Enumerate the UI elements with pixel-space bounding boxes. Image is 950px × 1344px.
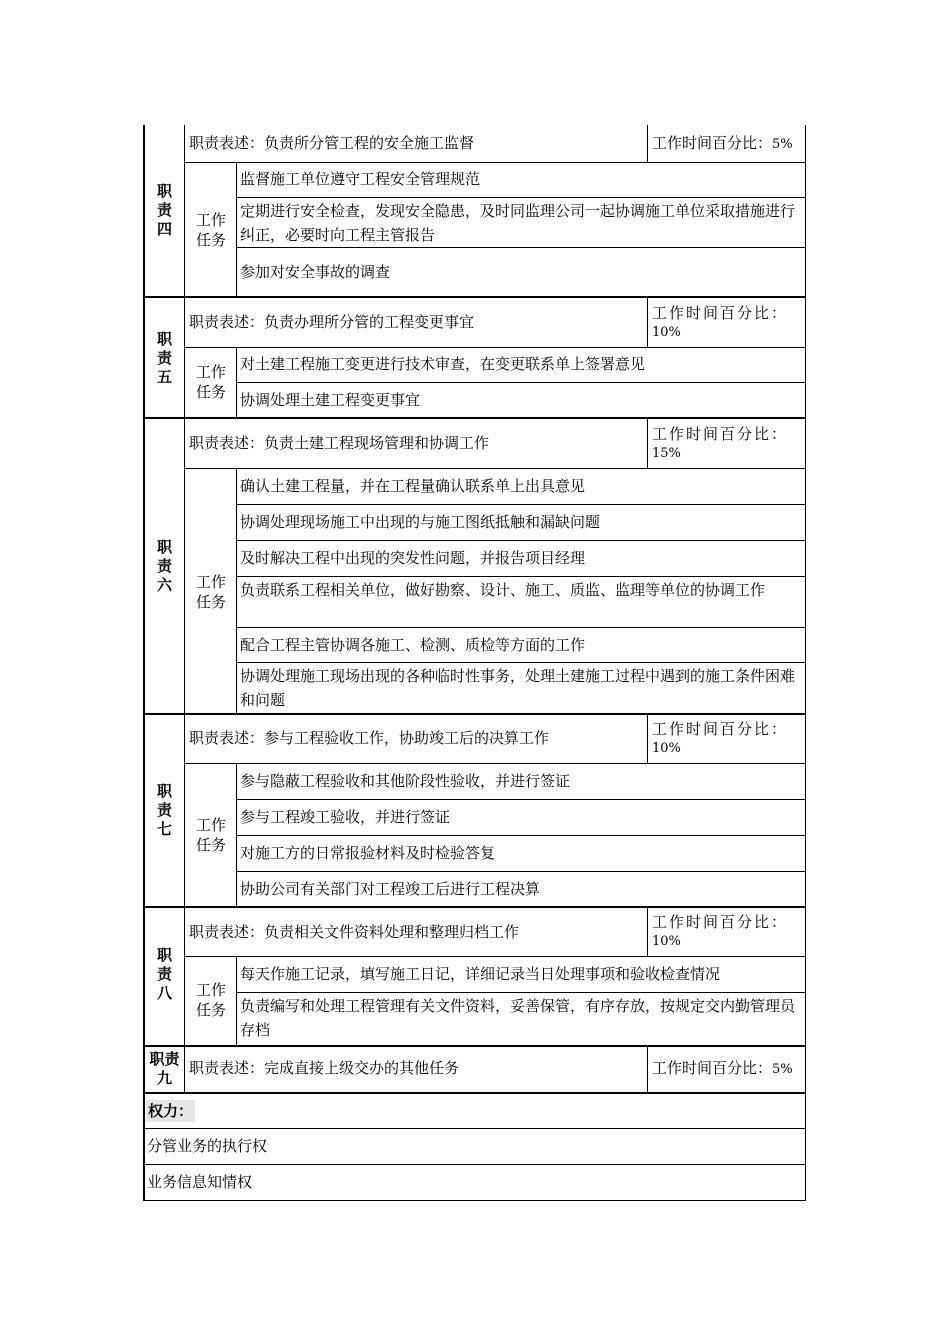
task-item: 负责联系工程相关单位，做好勘察、设计、施工、质监、监理等单位的协调工作 [240, 581, 766, 599]
task-item: 负责编写和处理工程管理有关文件资料，妥善保管，有序存放，按规定交内勤管理员存档 [240, 997, 796, 1039]
task-item: 及时解决工程中出现的突发性问题，并报告项目经理 [240, 549, 586, 567]
time-percent [652, 912, 788, 952]
time-percent-value: 5% [772, 137, 793, 152]
time-percent-value: 10% [652, 325, 681, 340]
time-percent [652, 303, 788, 343]
task-item: 参与工程竣工验收，并进行签证 [240, 808, 451, 826]
task-label: 工作 任务 [195, 816, 226, 854]
time-percent-label: 工作时间百分比： [652, 720, 789, 738]
time-percent-value: 5% [772, 1062, 793, 1077]
task-item: 协调处理施工现场出现的各种临时性事务，处理土建施工过程中遇到的施工条件困难和问题 [240, 667, 796, 709]
time-percent-label: 工作时间百分比： [652, 1059, 773, 1077]
time-percent-label: 工作时间百分比： [652, 913, 789, 931]
time-percent-label: 工作时间百分比： [652, 425, 789, 443]
task-item: 参与隐蔽工程验收和其他阶段性验收，并进行签证 [240, 772, 571, 790]
power-item: 分管业务的执行权 [147, 1137, 268, 1155]
time-percent [652, 719, 788, 759]
time-percent-label: 工作时间百分比： [652, 304, 789, 322]
duty-description: 职责表述：负责所分管工程的安全施工监督 [189, 134, 475, 152]
task-label: 工作 任务 [195, 573, 226, 611]
time-percent-value: 15% [652, 446, 681, 461]
duty-description: 职责表述：负责办理所分管的工程变更事宜 [189, 313, 475, 331]
time-percent-label: 工作时间百分比： [652, 134, 773, 152]
duty-description: 职责表述：参与工程验收工作，协助竣工后的决算工作 [189, 729, 550, 747]
duty-label: 职 责 六 [156, 538, 172, 594]
time-percent-value: 10% [652, 741, 681, 756]
duty-label: 职 责 四 [156, 182, 172, 238]
time-percent [652, 131, 793, 157]
duty-label: 职 责 五 [156, 330, 172, 386]
power-item: 业务信息知情权 [147, 1173, 253, 1191]
task-label: 工作 任务 [195, 981, 226, 1019]
task-label: 工作 任务 [195, 211, 226, 249]
task-item: 协助公司有关部门对工程竣工后进行工程决算 [240, 880, 541, 898]
time-percent-value: 10% [652, 934, 681, 949]
task-item: 监督施工单位遵守工程安全管理规范 [240, 170, 481, 188]
task-item: 确认土建工程量，并在工程量确认联系单上出具意见 [240, 477, 586, 495]
task-item: 配合工程主管协调各施工、检测、质检等方面的工作 [240, 636, 586, 654]
time-percent [652, 1056, 793, 1082]
task-item: 协调处理土建工程变更事宜 [240, 391, 421, 409]
task-item: 对土建工程施工变更进行技术审查，在变更联系单上签署意见 [240, 355, 646, 373]
task-item: 对施工方的日常报验材料及时检验答复 [240, 844, 496, 862]
duty-label: 职责 九 [149, 1050, 180, 1087]
time-percent [652, 424, 788, 464]
duty-description: 职责表述：负责相关文件资料处理和整理归档工作 [189, 923, 520, 941]
task-item: 每天作施工记录，填写施工日记，详细记录当日处理事项和验收检查情况 [240, 965, 721, 983]
task-item: 协调处理现场施工中出现的与施工图纸抵触和漏缺问题 [240, 513, 601, 531]
duty-label: 职 责 八 [156, 946, 172, 1002]
duty-label: 职 责 七 [156, 782, 172, 838]
task-label: 工作 任务 [195, 363, 226, 401]
task-item: 参加对安全事故的调查 [240, 263, 391, 281]
duty-description: 职责表述：负责土建工程现场管理和协调工作 [189, 434, 490, 452]
powers-heading: 权力： [148, 1102, 194, 1120]
duty-description: 职责表述：完成直接上级交办的其他任务 [189, 1059, 460, 1077]
task-item: 定期进行安全检查，发现安全隐患，及时同监理公司一起协调施工单位采取措施进行纠正，必要时向工程主管报告 [240, 202, 796, 244]
